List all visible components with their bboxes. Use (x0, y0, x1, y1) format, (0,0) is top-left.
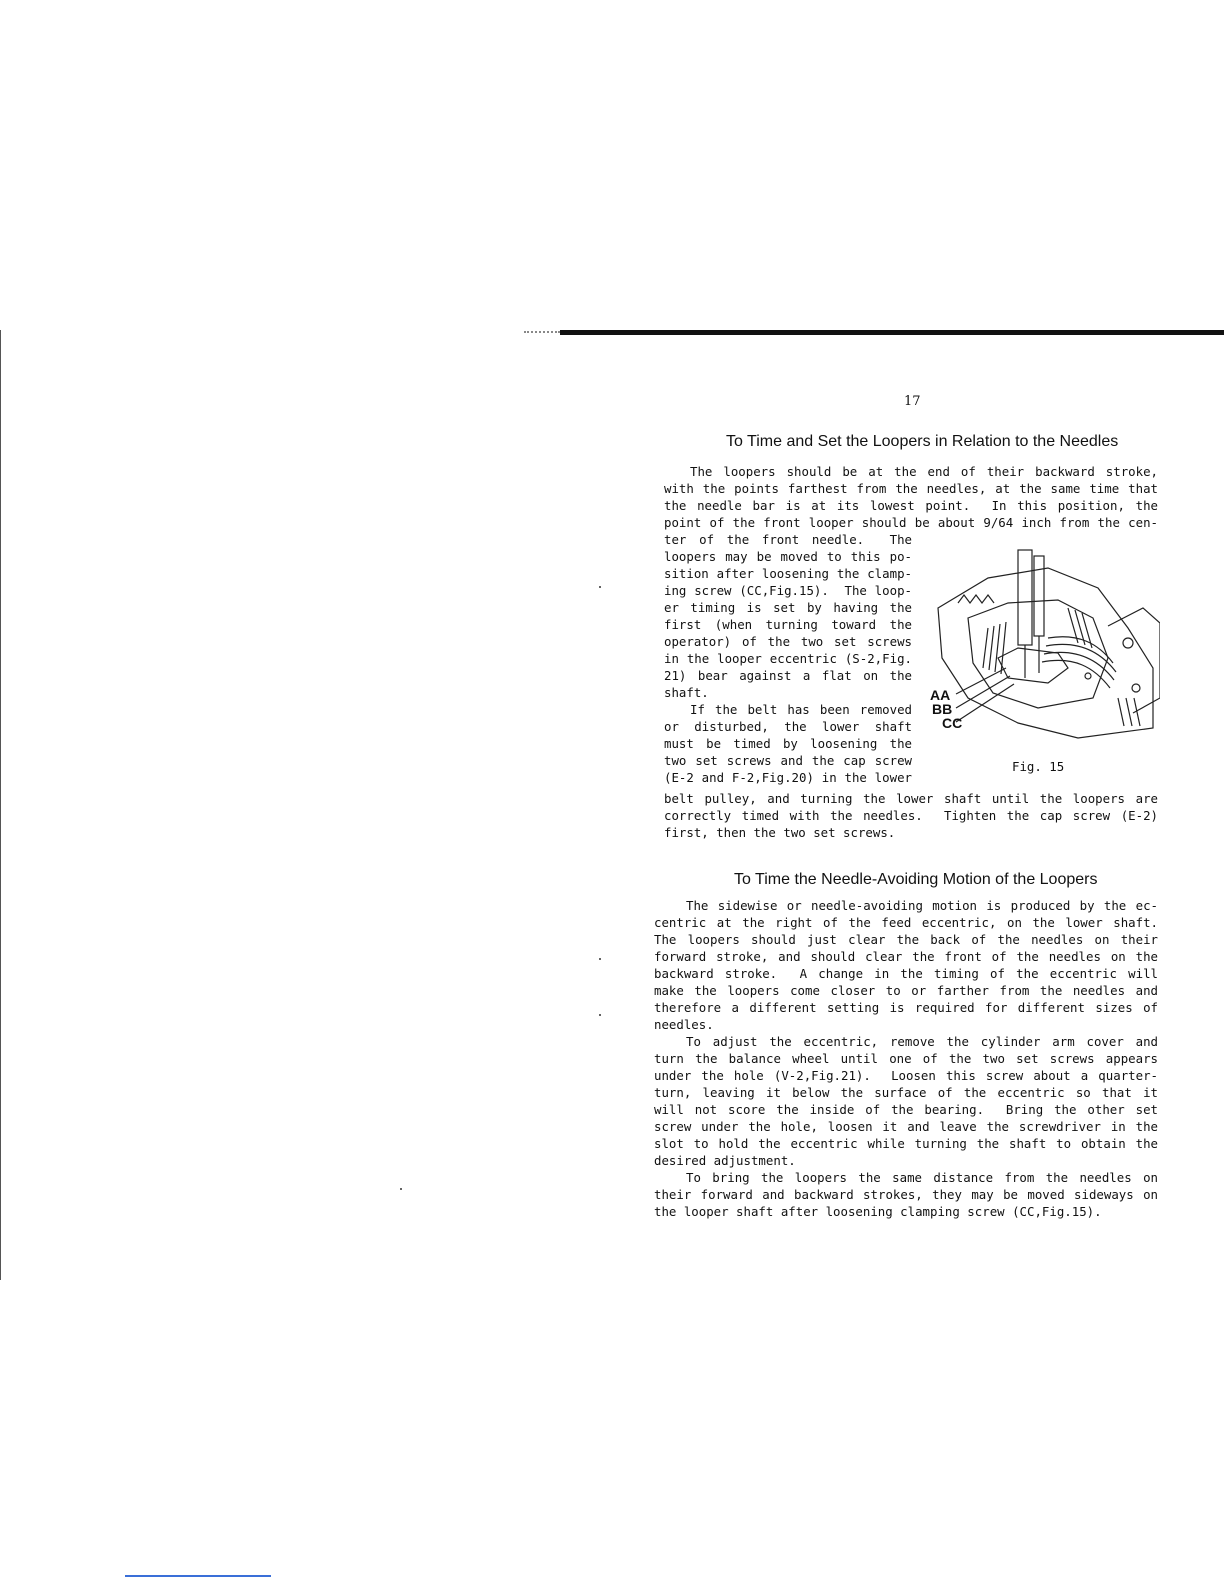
body-line: therefore a different setting is required for different sizes of (654, 1000, 1158, 1015)
body-line: the looper shaft after loosening clamping screw (CC,Fig.15). (654, 1204, 1102, 1219)
body-line: in the looper eccentric (S-2,Fig. (664, 651, 912, 666)
header-rule (560, 330, 1224, 335)
bottom-link-line (125, 1575, 271, 1577)
body-line: The sidewise or needle-avoiding motion is produced by the ec- (686, 898, 1158, 913)
body-line: point of the front looper should be about 9/64 inch from the cen- (664, 515, 1158, 530)
page-number: 17 (904, 394, 921, 409)
body-line: The loopers should just clear the back of the needles on their (654, 932, 1158, 947)
body-line: screw under the hole, loosen it and leave the screwdriver in the (654, 1119, 1158, 1134)
body-line: backward stroke. A change in the timing of the eccentric will (654, 966, 1158, 981)
body-line: must be timed by loosening the (664, 736, 912, 751)
section-heading-loopers-timing: To Time and Set the Loopers in Relation to the Needles (726, 433, 1119, 450)
body-line: correctly timed with the needles. Tighten the cap screw (E-2) (664, 808, 1158, 823)
body-line: first, then the two set screws. (664, 825, 896, 840)
body-line: operator) of the two set screws (664, 634, 912, 649)
body-line: er timing is set by having the (664, 600, 912, 615)
body-line: If the belt has been removed (690, 702, 912, 717)
body-line: To bring the loopers the same distance from the needles on (686, 1170, 1158, 1185)
figure-label-cc: CC (942, 715, 963, 731)
body-line: make the loopers come closer to or farther from the needles and (654, 983, 1158, 998)
speck (400, 1188, 402, 1190)
section-heading-needle-avoiding: To Time the Needle-Avoiding Motion of the Loopers (734, 871, 1098, 888)
body-line: slot to hold the eccentric while turning the shaft to obtain the (654, 1136, 1158, 1151)
body-line: the needle bar is at its lowest point. In this position, the (664, 498, 1158, 513)
body-line: or disturbed, the lower shaft (664, 719, 912, 734)
body-line: shaft. (664, 685, 709, 700)
body-line: two set screws and the cap screw (664, 753, 912, 768)
body-line: The loopers should be at the end of their backward stroke, (690, 464, 1158, 479)
body-line: will not score the inside of the bearing. Bring the other set (654, 1102, 1158, 1117)
body-line: turn, leaving it below the surface of the eccentric so that it (654, 1085, 1158, 1100)
body-line: To adjust the eccentric, remove the cylinder arm cover and (686, 1034, 1158, 1049)
figure-label-aa: AA (930, 687, 951, 703)
body-line: ter of the front needle. The (664, 532, 912, 547)
body-line: 21) bear against a flat on the (664, 668, 912, 683)
body-line: needles. (654, 1017, 714, 1032)
body-line: with the points farthest from the needles, at the same time that (664, 481, 1158, 496)
body-line: centric at the right of the feed eccentric, on the lower shaft. (654, 915, 1158, 930)
body-line: turn the balance wheel until one of the two set screws appears (654, 1051, 1158, 1066)
body-line: desired adjustment. (654, 1153, 796, 1168)
body-line: belt pulley, and turning the lower shaft until the loopers are (664, 791, 1158, 806)
speck (599, 1014, 601, 1016)
body-line: first (when turning toward the (664, 617, 912, 632)
speck (599, 586, 601, 588)
speck (599, 958, 601, 960)
body-line: sition after loosening the clamp- (664, 566, 912, 581)
page-left-edge (0, 330, 1, 1280)
body-line: their forward and backward strokes, they may be moved sideways on (654, 1187, 1158, 1202)
body-line: loopers may be moved to this po- (664, 549, 912, 564)
figure-15-illustration (928, 548, 1160, 742)
figure-label-bb: BB (932, 701, 953, 717)
figure-caption: Fig. 15 (1012, 759, 1065, 774)
body-line: ing screw (CC,Fig.15). The loop- (664, 583, 912, 598)
body-line: forward stroke, and should clear the front of the needles on the (654, 949, 1158, 964)
body-line: (E-2 and F-2,Fig.20) in the lower (664, 770, 912, 785)
header-rule-dots (524, 331, 560, 333)
body-line: under the hole (V-2,Fig.21). Loosen this screw about a quarter- (654, 1068, 1158, 1083)
